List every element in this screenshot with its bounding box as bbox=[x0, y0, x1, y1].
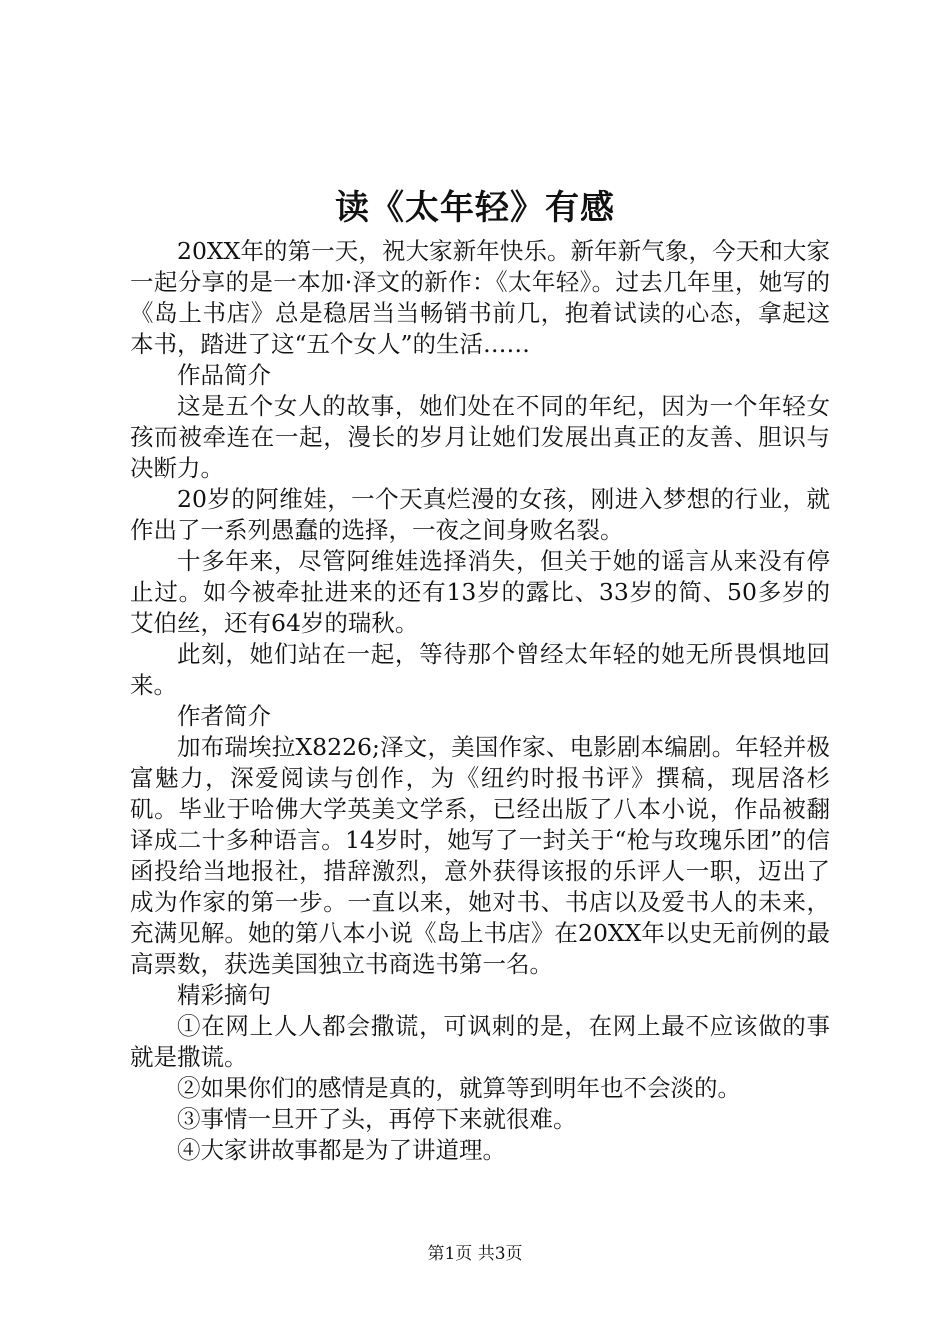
quote-item: ③事情一旦开了头，再停下来就很难。 bbox=[177, 1105, 577, 1133]
document-body bbox=[130, 236, 830, 1166]
paragraph: 此刻，她们站在一起，等待那个曾经太年轻的她无所畏惧地回来。 bbox=[130, 640, 830, 699]
paragraph-author: 加布瑞埃拉X8226;泽文，美国作家、电影剧本编剧。年轻并极富魅力，深爱阅读与创作，为《纽约时报书评》撰稿，现居洛杉矶。毕业于哈佛大学英美文学系，已经出版了八本小说，作品被翻译成二十多种语言。14岁时，她写了一封关于“枪与玫瑰乐团”的信函投给当地报社，措辞激烈，意外获得该报的乐评人一职，迈出了成为作家的第一步。一直以来，她对书、书店以及爱书人的未来，充满见解。她的第八本小说《岛上书店》在20XX年以史无前例的最高票数，获选美国独立书商选书第一名。 bbox=[130, 733, 830, 978]
paragraph-intro: 20XX年的第一天，祝大家新年快乐。新年新气象，今天和大家一起分享的是一本加·泽文的新作：《太年轻》。过去几年里，她写的《岛上书店》总是稳居当当畅销书前几，抱着试读的心态，拿起这本书，踏进了这“五个女人”的生活…… bbox=[130, 237, 830, 358]
paragraph: 十多年来，尽管阿维娃选择消失，但关于她的谣言从来没有停止过。如今被牵扯进来的还有13岁的露比、33岁的简、50多岁的艾伯丝，还有64岁的瑞秋。 bbox=[130, 547, 830, 637]
section-heading-author-summary: 作者简介 bbox=[177, 702, 271, 730]
section-heading-quotes: 精彩摘句 bbox=[177, 981, 271, 1009]
quote-item: ①在网上人人都会撒谎，可讽刺的是，在网上最不应该做的事就是撒谎。 bbox=[130, 1012, 830, 1071]
document-title: 读《太年轻》有感 bbox=[335, 188, 615, 228]
quote-item: ②如果你们的感情是真的，就算等到明年也不会淡的。 bbox=[177, 1074, 741, 1102]
paragraph: 这是五个女人的故事，她们处在不同的年纪，因为一个年轻女孩而被牵连在一起，漫长的岁月让她们发展出真正的友善、胆识与决断力。 bbox=[130, 392, 830, 482]
paragraph: 20岁的阿维娃，一个天真烂漫的女孩，刚进入梦想的行业，就作出了一系列愚蠢的选择，一夜之间身败名裂。 bbox=[130, 485, 830, 544]
section-heading-work-summary: 作品简介 bbox=[177, 361, 271, 389]
quote-item: ④大家讲故事都是为了讲道理。 bbox=[177, 1136, 506, 1164]
page-number-footer: 第1页 共3页 bbox=[427, 1244, 523, 1264]
